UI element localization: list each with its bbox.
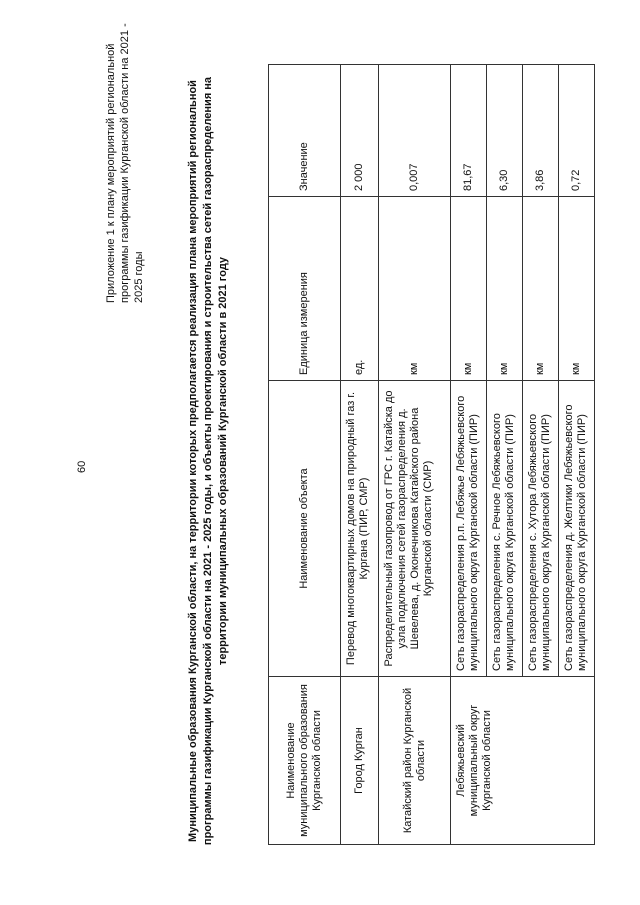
object-cell: Сеть газораспределения д. Желтики Лебяжьевского муниципального округа Курганской области (ПИР)	[559, 381, 595, 677]
header-unit: Единица измерения	[269, 197, 341, 381]
document-title: Муниципальные образования Курганской области, на территории которых предполагается реализация плана мероприятий региональной программы газификации Курганской области на 2021 - 2025 годы, и объекты проектирования и строительства сетей газораспределения на территории муниципальных образований Курганской области в 2021 году	[187, 76, 229, 846]
unit-cell: км	[451, 197, 487, 381]
table-header-row	[269, 65, 341, 845]
value-cell: 6,30	[487, 65, 523, 197]
header-value: Значение	[269, 65, 341, 197]
value-cell: 2 000	[341, 65, 379, 197]
value-cell: 3,86	[523, 65, 559, 197]
municipality-cell: Лебяжьевский муниципальный округ Курганской области	[451, 677, 595, 845]
municipality-cell: Катайский район Курганской области	[379, 677, 451, 845]
table-row	[379, 65, 451, 845]
municipality-cell: Город Курган	[341, 677, 379, 845]
objects-table	[268, 64, 595, 845]
appendix-note: Приложение 1 к плану мероприятий региональной программы газификации Курганской области на 2021 - 2025 годы	[105, 23, 145, 303]
object-cell: Сеть газораспределения с. Хутора Лебяжьевского муниципального округа Курганской области (ПИР)	[523, 381, 559, 677]
table-row	[341, 65, 379, 845]
value-cell: 0,007	[379, 65, 451, 197]
header-municipality: Наименование муниципального образования Курганской области	[269, 677, 341, 845]
object-cell: Перевод многоквартирных домов на природный газ г. Кургана (ПИР, СМР)	[341, 381, 379, 677]
object-cell: Сеть газораспределения р.п. Лебяжье Лебяжьевского муниципального округа Курганской области (ПИР)	[451, 381, 487, 677]
table-row	[451, 65, 487, 845]
unit-cell: км	[523, 197, 559, 381]
unit-cell: ед.	[341, 197, 379, 381]
unit-cell: км	[559, 197, 595, 381]
object-cell: Распределительный газопровод от ГРС г. Катайска до узла подключения сетей газораспределения д. Шевелева, д. Оконечникова Катайского района Курганской области (СМР)	[379, 381, 451, 677]
unit-cell: км	[487, 197, 523, 381]
unit-cell: км	[379, 197, 451, 381]
header-object: Наименование объекта	[269, 381, 341, 677]
value-cell: 0,72	[559, 65, 595, 197]
page-number: 60	[76, 460, 88, 473]
value-cell: 81,67	[451, 65, 487, 197]
object-cell: Сеть газораспределения с. Речное Лебяжьевского муниципального округа Курганской области (ПИР)	[487, 381, 523, 677]
